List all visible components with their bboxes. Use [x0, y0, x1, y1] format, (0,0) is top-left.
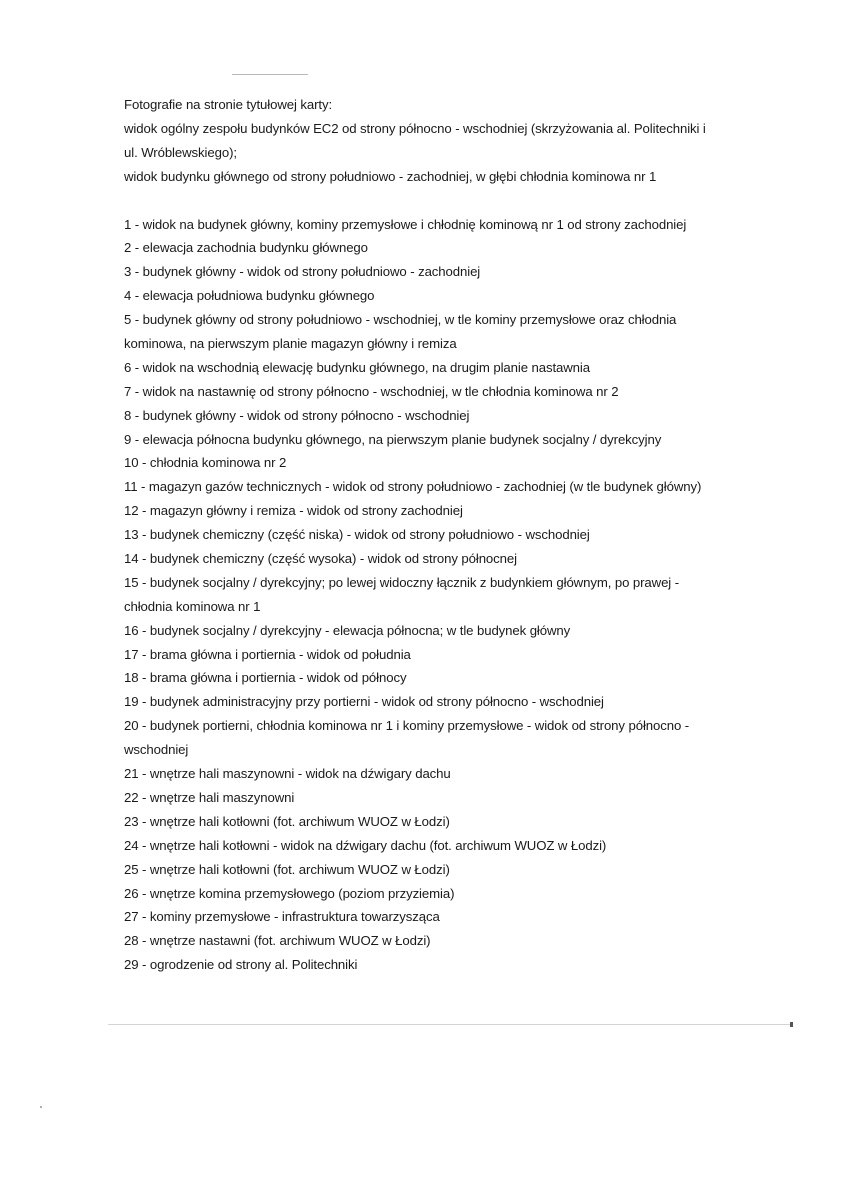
- photo-caption-line: 21 - wnętrze hali maszynowni - widok na dźwigary dachu: [124, 766, 451, 782]
- photo-caption-line: 2 - elewacja zachodnia budynku głównego: [124, 240, 368, 256]
- photo-caption-line: 4 - elewacja południowa budynku głównego: [124, 288, 375, 304]
- title-photos-block: [124, 93, 784, 189]
- photo-caption-line: 6 - widok na wschodnią elewację budynku głównego, na drugim planie nastawnia: [124, 359, 590, 375]
- photo-caption-line: 19 - budynek administracyjny przy portierni - widok od strony północno - wschodniej: [124, 694, 604, 710]
- photo-caption-line: 28 - wnętrze nastawni (fot. archiwum WUOZ w Łodzi): [124, 933, 431, 949]
- photo-caption-line: 29 - ogrodzenie od strony al. Politechniki: [124, 957, 358, 973]
- photo-caption-line: 17 - brama główna i portiernia - widok od południa: [124, 646, 411, 662]
- title-photos-heading: Fotografie na stronie tytułowej karty:: [124, 97, 333, 112]
- photo-caption-line: 13 - budynek chemiczny (część niska) - widok od strony południowo - wschodniej: [124, 527, 590, 543]
- photo-caption-line: 22 - wnętrze hali maszynowni: [124, 789, 295, 805]
- photo-caption-line: 26 - wnętrze komina przemysłowego (poziom przyziemia): [124, 885, 455, 901]
- photo-caption-line: 12 - magazyn główny i remiza - widok od strony zachodniej: [124, 503, 463, 519]
- scan-artifact-bottom-line: [108, 1024, 792, 1025]
- photo-caption-line: kominowa, na pierwszym planie magazyn główny i remiza: [124, 336, 457, 352]
- photo-caption-line: chłodnia kominowa nr 1: [124, 598, 261, 614]
- photo-caption-line: 7 - widok na nastawnię od strony północno - wschodniej, w tle chłodnia kominowa nr 2: [124, 383, 619, 399]
- document-body: [124, 93, 784, 977]
- photo-caption-line: 8 - budynek główny - widok od strony północno - wschodniej: [124, 407, 470, 423]
- section-spacer: [124, 189, 784, 213]
- photo-caption-list: [124, 213, 784, 978]
- scan-artifact-mark: [790, 1022, 793, 1027]
- scan-artifact-speck: [40, 1106, 42, 1108]
- title-photo-description-line: ul. Wróblewskiego);: [124, 144, 237, 160]
- title-photo-description-line: widok ogólny zespołu budynków EC2 od strony północno - wschodniej (skrzyżowania al. Politechniki i: [124, 120, 706, 136]
- photo-caption-line: 18 - brama główna i portiernia - widok od północy: [124, 670, 407, 686]
- title-photo-description-line: widok budynku głównego od strony południowo - zachodniej, w głębi chłodnia kominowa nr 1: [124, 168, 657, 184]
- scan-artifact-top-line: [232, 74, 308, 75]
- photo-caption-line: 23 - wnętrze hali kotłowni (fot. archiwum WUOZ w Łodzi): [124, 813, 450, 829]
- photo-caption-line: 9 - elewacja północna budynku głównego, na pierwszym planie budynek socjalny / dyrekcyjny: [124, 431, 662, 447]
- photo-caption-line: wschodniej: [124, 742, 189, 758]
- photo-caption-line: 3 - budynek główny - widok od strony południowo - zachodniej: [124, 264, 481, 280]
- photo-caption-line: 16 - budynek socjalny / dyrekcyjny - elewacja północna; w tle budynek główny: [124, 622, 571, 638]
- photo-caption-line: 10 - chłodnia kominowa nr 2: [124, 455, 287, 471]
- photo-caption-line: 1 - widok na budynek główny, kominy przemysłowe i chłodnię kominową nr 1 od strony zachodniej: [124, 216, 687, 232]
- photo-caption-line: 14 - budynek chemiczny (część wysoka) - widok od strony północnej: [124, 551, 517, 567]
- photo-caption-line: 24 - wnętrze hali kotłowni - widok na dźwigary dachu (fot. archiwum WUOZ w Łodzi): [124, 837, 607, 853]
- photo-caption-line: 20 - budynek portierni, chłodnia kominowa nr 1 i kominy przemysłowe - widok od strony północno -: [124, 718, 690, 734]
- photo-caption-line: 15 - budynek socjalny / dyrekcyjny; po lewej widoczny łącznik z budynkiem głównym, po prawej -: [124, 574, 679, 590]
- photo-caption-line: 5 - budynek główny od strony południowo - wschodniej, w tle kominy przemysłowe oraz chłodnia: [124, 312, 677, 328]
- photo-caption-line: 27 - kominy przemysłowe - infrastruktura towarzysząca: [124, 909, 440, 925]
- photo-caption-line: 25 - wnętrze hali kotłowni (fot. archiwum WUOZ w Łodzi): [124, 861, 450, 877]
- photo-caption-line: 11 - magazyn gazów technicznych - widok od strony południowo - zachodniej (w tle budynek główny): [124, 479, 702, 495]
